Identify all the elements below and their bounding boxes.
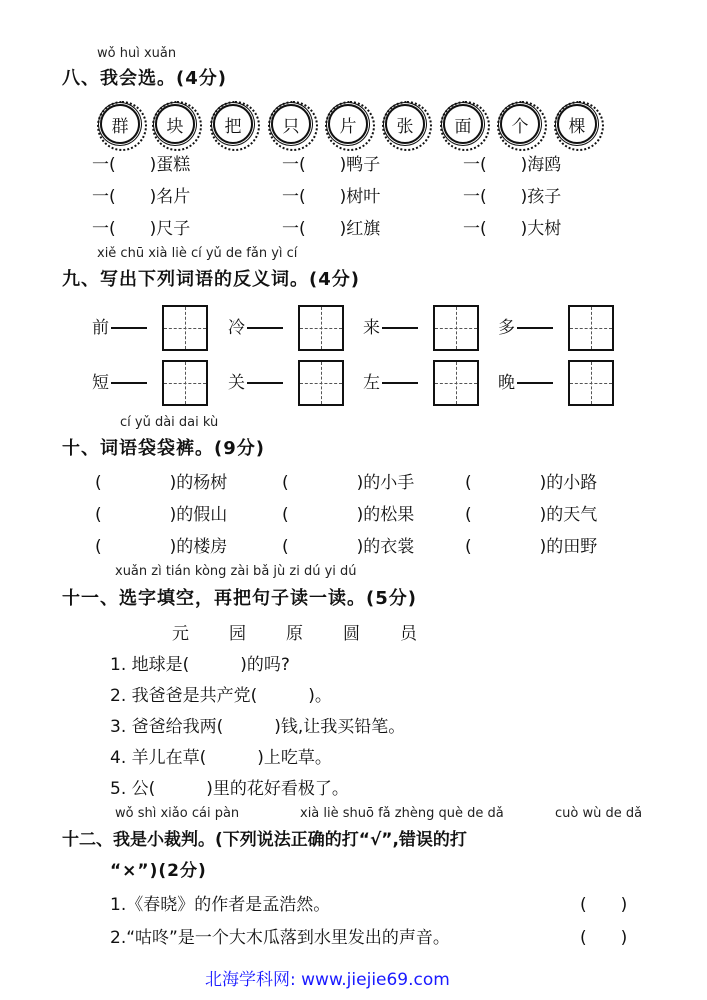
- measure-word-blank: 一( )海鸥: [463, 155, 562, 175]
- option-flower: [328, 104, 368, 144]
- antonym-word: [228, 368, 283, 393]
- option-char: 把: [224, 116, 242, 137]
- measure-word-blank: 一( )孩子: [463, 187, 562, 207]
- measure-word-blank: 一( )蛋糕: [92, 155, 191, 175]
- dash-line: [517, 382, 553, 384]
- measure-word-blank: 一( )鸭子: [282, 155, 381, 175]
- measure-word-blank: 一( )名片: [92, 187, 191, 207]
- option-char: 个: [511, 116, 529, 137]
- phrase-blank: ( )的杨树: [95, 473, 228, 493]
- tianzige-box[interactable]: [298, 305, 344, 351]
- fill-sentence: 4. 羊儿在草( )上吃草。: [110, 748, 332, 768]
- sec8-title: 八、我会选。(4分): [62, 68, 227, 89]
- phrase-blank: ( )的天气: [465, 505, 598, 525]
- option-flower: [557, 104, 597, 144]
- sec12-pinyin-c: cuò wù de dǎ: [555, 806, 643, 821]
- judge-statement: 2.“咕咚”是一个大木瓜落到水里发出的声音。: [110, 928, 450, 948]
- sec8-pinyin: wǒ huì xuǎn: [97, 46, 177, 61]
- sec10-title: 十、词语袋袋裤。(9分): [62, 438, 265, 459]
- sec9-pinyin: xiě chū xià liè cí yǔ de fǎn yì cí: [97, 246, 298, 261]
- measure-word-blank: 一( )尺子: [92, 219, 191, 239]
- option-flower: [271, 104, 311, 144]
- antonym-word-text: 前: [92, 318, 109, 338]
- phrase-blank: ( )的小手: [282, 473, 415, 493]
- judge-answer-blank[interactable]: ( ): [580, 895, 628, 915]
- option-flower: [385, 104, 425, 144]
- antonym-word: [92, 313, 147, 338]
- tianzige-box[interactable]: [568, 360, 614, 406]
- option-flower: [443, 104, 483, 144]
- option-flower: [500, 104, 540, 144]
- dash-line: [382, 327, 418, 329]
- phrase-blank: ( )的假山: [95, 505, 228, 525]
- antonym-word-text: 短: [92, 373, 109, 393]
- antonym-word: [498, 368, 553, 393]
- option-char: 面: [454, 116, 472, 137]
- sec11-title: 十一、选字填空，再把句子读一读。(5分): [62, 588, 417, 609]
- tianzige-box[interactable]: [162, 360, 208, 406]
- option-char: 张: [396, 116, 414, 137]
- measure-word-blank: 一( )大树: [463, 219, 562, 239]
- dash-line: [247, 327, 283, 329]
- tianzige-box[interactable]: [298, 360, 344, 406]
- sec11-pinyin: xuǎn zì tián kòng zài bǎ jù zi dú yi dú: [115, 564, 357, 579]
- sec11-chars: 元 园 原 圆 员: [172, 624, 419, 644]
- sec10-pinyin: cí yǔ dài dai kù: [120, 415, 219, 430]
- tianzige-box[interactable]: [568, 305, 614, 351]
- fill-sentence: 3. 爸爸给我两( )钱,让我买铅笔。: [110, 717, 406, 737]
- fill-sentence: 5. 公( )里的花好看极了。: [110, 779, 349, 799]
- antonym-word: [363, 368, 418, 393]
- antonym-word: [498, 313, 553, 338]
- sec12-pinyin-a: wǒ shì xiǎo cái pàn: [115, 806, 240, 821]
- option-flower: [213, 104, 253, 144]
- antonym-word: [228, 313, 283, 338]
- phrase-blank: ( )的松果: [282, 505, 415, 525]
- sec9-title: 九、写出下列词语的反义词。(4分): [62, 269, 360, 290]
- phrase-blank: ( )的楼房: [95, 537, 228, 557]
- dash-line: [111, 382, 147, 384]
- judge-answer-blank[interactable]: ( ): [580, 928, 628, 948]
- tianzige-box[interactable]: [433, 360, 479, 406]
- antonym-word-text: 多: [498, 318, 515, 338]
- option-flower: [100, 104, 140, 144]
- tianzige-box[interactable]: [162, 305, 208, 351]
- footer-watermark: 北海学科网: www.jiejie69.com: [205, 970, 450, 990]
- antonym-word-text: 冷: [228, 318, 245, 338]
- fill-sentence: 2. 我爸爸是共产党( )。: [110, 686, 332, 706]
- antonym-word-text: 晚: [498, 373, 515, 393]
- dash-line: [111, 327, 147, 329]
- option-char: 块: [166, 116, 184, 137]
- option-flower: [155, 104, 195, 144]
- option-char: 群: [111, 116, 129, 137]
- judge-statement: 1.《春晓》的作者是孟浩然。: [110, 895, 331, 915]
- dash-line: [247, 382, 283, 384]
- phrase-blank: ( )的小路: [465, 473, 598, 493]
- dash-line: [517, 327, 553, 329]
- option-char: 片: [339, 116, 357, 137]
- phrase-blank: ( )的衣裳: [282, 537, 415, 557]
- measure-word-blank: 一( )红旗: [282, 219, 381, 239]
- sec12-pinyin-b: xià liè shuō fǎ zhèng què de dǎ: [300, 806, 504, 821]
- fill-sentence: 1. 地球是( )的吗?: [110, 655, 290, 675]
- antonym-word-text: 来: [363, 318, 380, 338]
- option-char: 只: [282, 116, 300, 137]
- sec12-title: 十二、我是小裁判。(下列说法正确的打“√”,错误的打: [62, 830, 467, 850]
- antonym-word: [363, 313, 418, 338]
- sec12-title-cont: “×”)(2分): [110, 861, 207, 881]
- measure-word-blank: 一( )树叶: [282, 187, 381, 207]
- dash-line: [382, 382, 418, 384]
- option-char: 棵: [568, 116, 586, 137]
- antonym-word-text: 关: [228, 373, 245, 393]
- antonym-word-text: 左: [363, 373, 380, 393]
- tianzige-box[interactable]: [433, 305, 479, 351]
- antonym-word: [92, 368, 147, 393]
- phrase-blank: ( )的田野: [465, 537, 598, 557]
